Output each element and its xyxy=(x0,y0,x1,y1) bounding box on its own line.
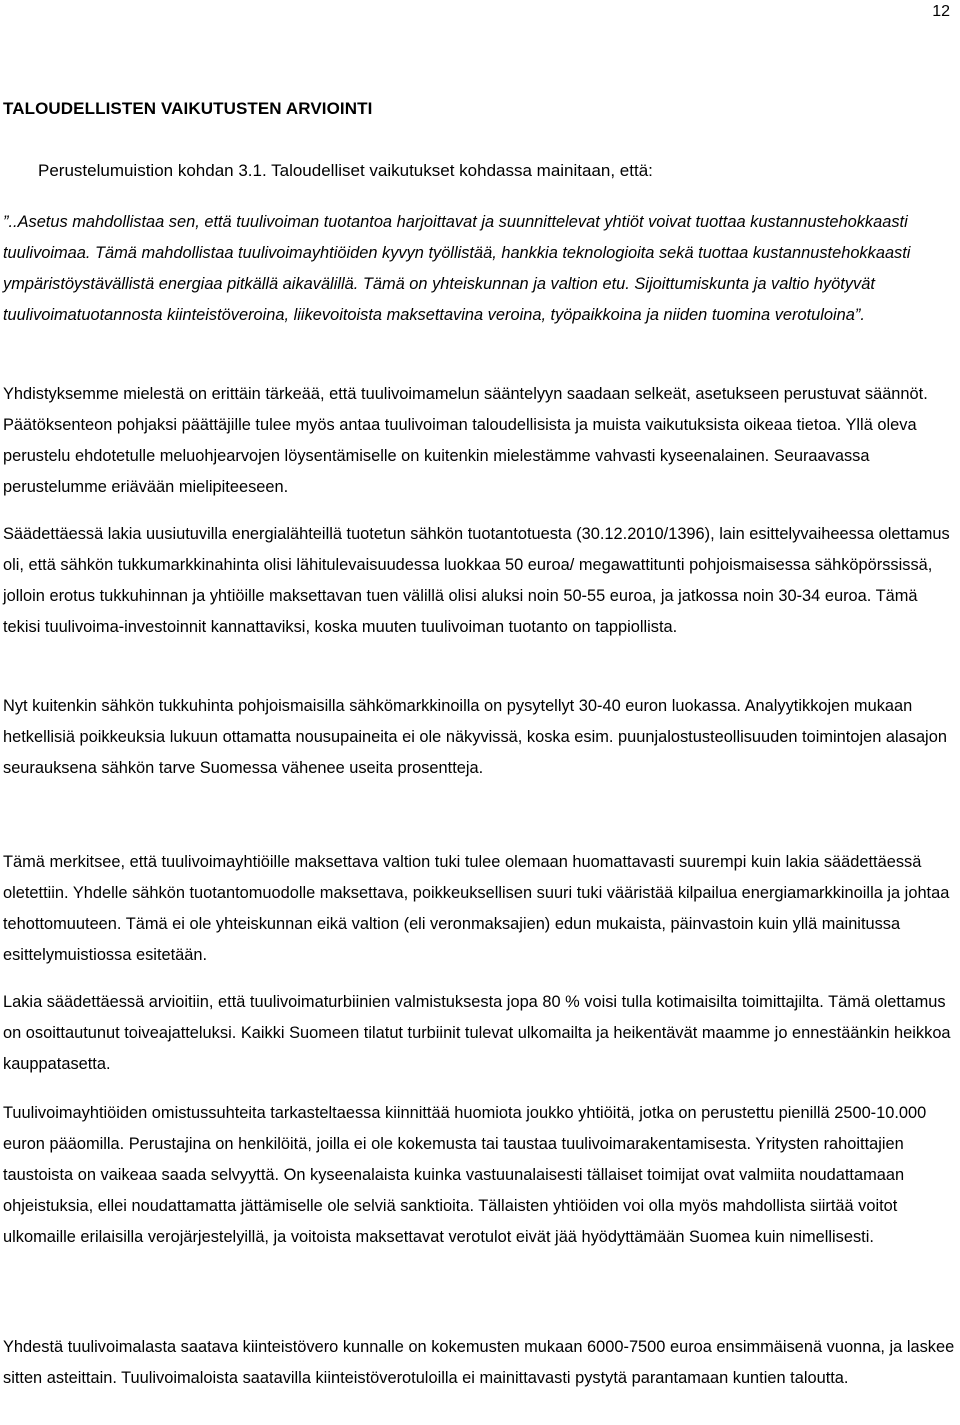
paragraph-regulation-opinion: Yhdistyksemme mielestä on erittäin tärkeää, että tuulivoimamelun sääntelyyn saadaan selkeät, asetukseen perustuvat säännöt. Päätöksenteon pohjaksi päättäjille tulee myös antaa tuulivoiman taloudellisista ja muista vaikutuksista oikeaa tietoa. Yllä oleva perustelu ehdotetulle meluohjearvojen löysentämiselle on kuitenkin mielestämme vahvasti kyseenalainen. Seuraavassa perustelumme eriävään mielipiteeseen. xyxy=(3,385,928,496)
paragraph-state-subsidy: Tämä merkitsee, että tuulivoimayhtiöille maksettava valtion tuki tulee olemaan huomattavasti suurempi kuin lakia säädettäessä oletettiin. Yhdelle sähkön tuotantomuodolle maksettava, poikkeuksellisen suuri tuki vääristää kilpailua energiamarkkinoilla ja johtaa tehottomuuteen. Tämä ei ole yhteiskunnan eikä valtion (eli veronmaksajien) edun mukaista, päinvastoin kuin yllä mainitussa esittelymuistiossa esitetään. xyxy=(3,853,950,964)
paragraph-property-tax: Yhdestä tuulivoimalasta saatava kiinteistövero kunnalle on kokemusten mukaan 6000-7500 euroa ensimmäisenä vuonna, ja laskee sitten asteittain. Tuulivoimaloista saatavilla kiinteistöverotuloilla ei mainittavasti pystytä parantamaan kuntien taloutta. xyxy=(3,1338,955,1387)
page-number: 12 xyxy=(932,3,950,20)
paragraph-ownership: Tuulivoimayhtiöiden omistussuhteita tarkasteltaessa kiinnittää huomiota joukko yhtiöitä, jotka on perustettu pienillä 2500-10.000 euron pääomilla. Perustajina on henkilöitä, joilla ei ole kokemusta tai taustaa tuulivoimarakentamisesta. Yritysten rahoittajien taustoista on vaikeaa saada selvyyttä. On kyseenalaista kuinka vastuunalaisesti tällaiset toimijat ovat valmiita noudattamaan ohjeistuksia, ellei noudattamatta jättämiselle ole selviä sanktioita. Tällaisten yhtiöiden voi olla myös mahdollista siirtää voitot ulkomaille erilaisilla verojärjestelyillä, ja voitoista maksettavat verotulot eivät jää hyödyttämään Suomea kuin nimellisesti. xyxy=(3,1104,927,1246)
quoted-passage: ”..Asetus mahdollistaa sen, että tuulivoiman tuotantoa harjoittavat ja suunnittelevat yhtiöt voivat tuottaa kustannustehokkaasti tuulivoimaa. Tämä mahdollistaa tuulivoimayhtiöiden kyvyn työllistää, hankkia teknologioita sekä tuottaa kustannustehokkaasti ympäristöystävällistä energiaa pitkällä aikavälillä. Tämä on yhteiskunnan ja valtion etu. Sijoittumiskunta ja valtio hyötyvät tuulivoimatuotannosta kiinteistöveroina, liikevoitoista maksettavina veroina, työpaikkoina ja niiden tuomina verotuloina”. xyxy=(3,213,911,324)
paragraph-wholesale-price: Nyt kuitenkin sähkön tukkuhinta pohjoismaisilla sähkömarkkinoilla on pysytellyt 30-40 euron luokassa. Analyytikkojen mukaan hetkellisiä poikkeuksia lukuun ottamatta nousupaineita ei ole näkyvissä, koska esim. puunjalostusteollisuuden toimintojen alasajon seurauksena sähkön tarve Suomessa vähenee useita prosentteja. xyxy=(3,697,947,777)
intro-line: Perustelumuistion kohdan 3.1. Taloudelliset vaikutukset kohdassa mainitaan, että: xyxy=(38,161,653,180)
section-heading: TALOUDELLISTEN VAIKUTUSTEN ARVIOINTI xyxy=(3,99,373,118)
paragraph-turbine-manufacturing: Lakia säädettäessä arvioitiin, että tuulivoimaturbiinien valmistuksesta jopa 80 % voisi tulla kotimaisilta toimittajilta. Tämä olettamus on osoittautunut toiveajatteluksi. Kaikki Suomeen tilatut turbiinit tulevat ulkomailta ja heikentävät maamme jo ennestäänkin heikkoa kauppatasetta. xyxy=(3,993,951,1073)
paragraph-production-subsidy: Säädettäessä lakia uusiutuvilla energialähteillä tuotetun sähkön tuotantotuesta (30.12.2010/1396), lain esittelyvaiheessa olettamus oli, että sähkön tukkumarkkinahinta olisi lähitulevaisuudessa luokkaa 50 euroa/ megawattitunti pohjoismaisessa sähköpörssissä, jolloin erotus tukkuhinnan ja yhtiöille maksettavan tuen välillä olisi aluksi noin 50-55 euroa, ja jatkossa noin 30-34 euroa. Tämä tekisi tuulivoima-investoinnit kannattaviksi, koska muuten tuulivoiman tuotanto on tappiollista. xyxy=(3,525,950,636)
